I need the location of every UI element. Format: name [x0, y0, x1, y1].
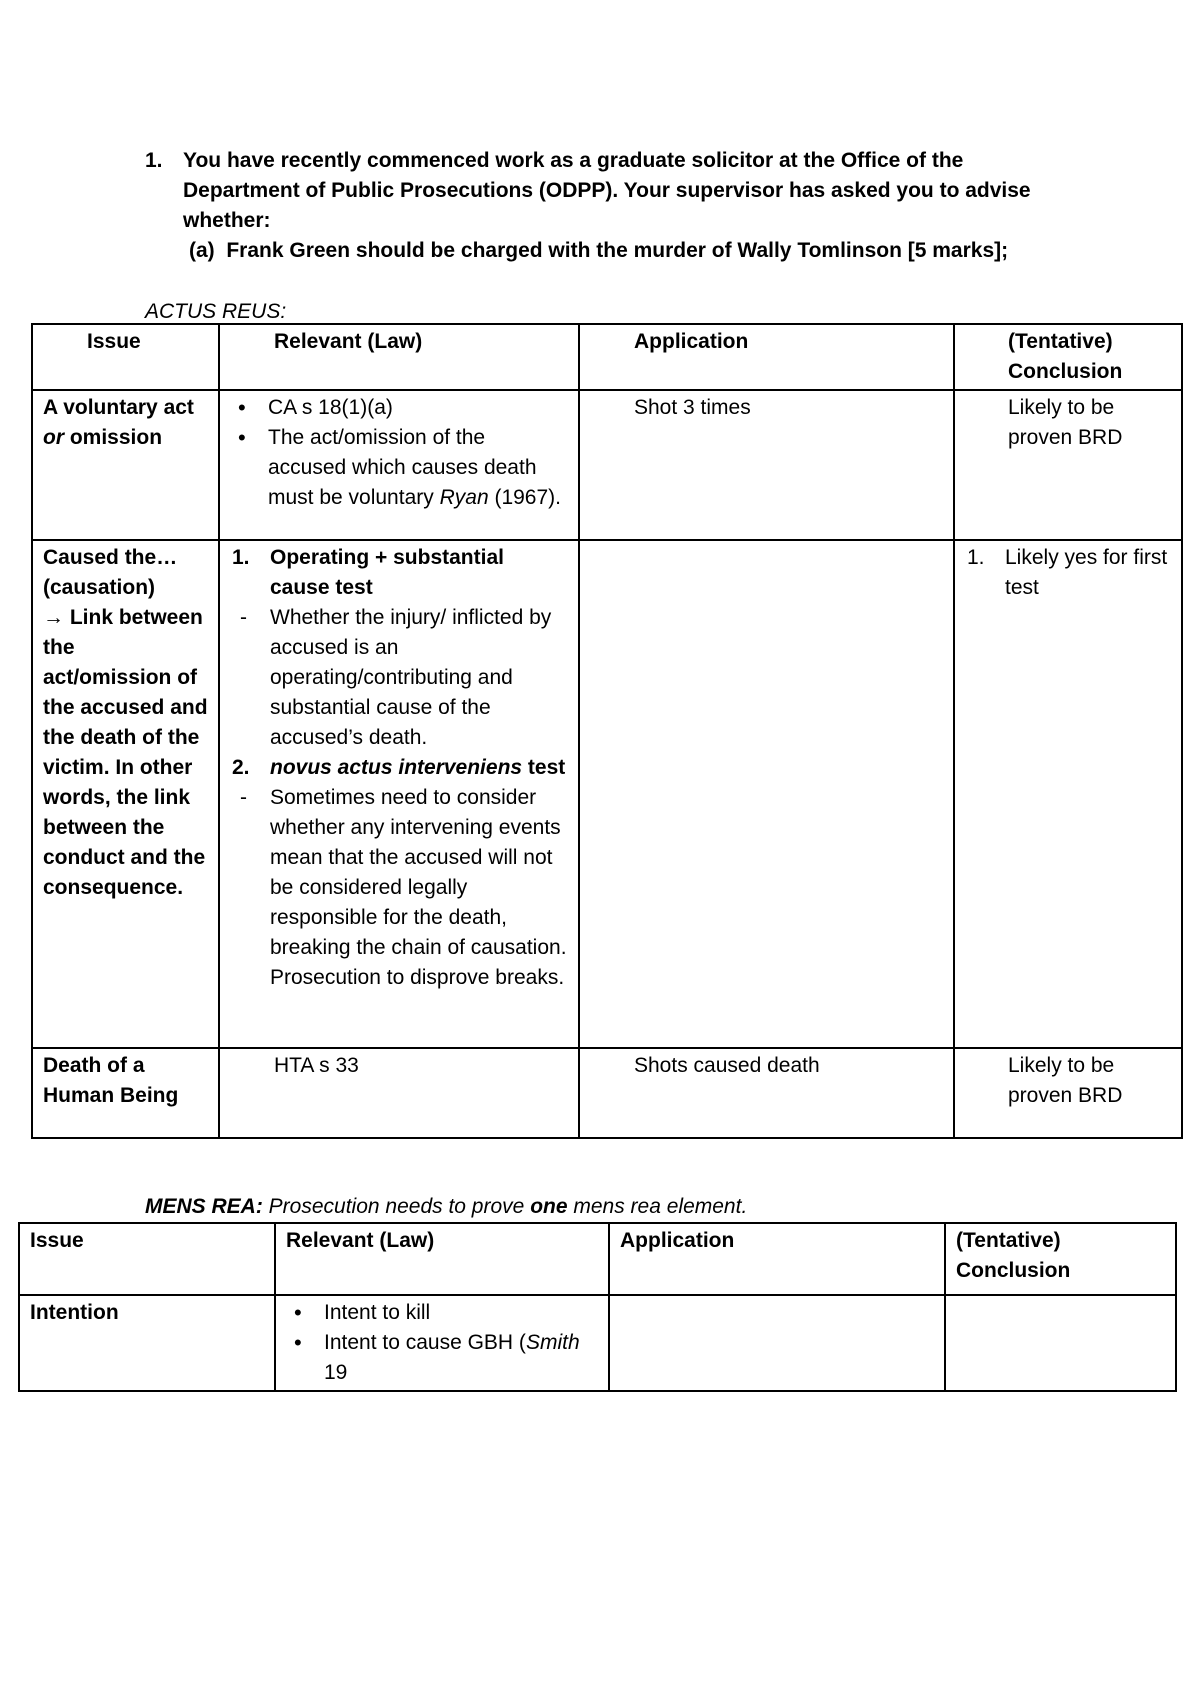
arrow-right-icon: →	[43, 606, 64, 629]
row-law-causation	[219, 540, 579, 1048]
list-item: 2. novus actus interveniens test	[232, 756, 566, 779]
header-application: Application	[579, 324, 954, 390]
list-item: - Whether the injury/ inflicted by accused is an operating/contributing and substantial cause of the accused’s death.	[240, 606, 552, 749]
list-item: 1. Likely yes for first test	[967, 546, 1168, 599]
table-row	[19, 1295, 1176, 1391]
list-item: • CA s 18(1)(a)	[230, 393, 568, 423]
row-application-intention	[609, 1295, 945, 1391]
table-header-row	[19, 1223, 1176, 1295]
row-conclusion-death: Likely to be proven BRD	[954, 1048, 1182, 1138]
table-row	[32, 1048, 1182, 1138]
header-conclusion: (Tentative) Conclusion	[954, 324, 1182, 390]
actus-reus-table	[31, 323, 1183, 1139]
header-conclusion: (Tentative) Conclusion	[945, 1223, 1176, 1295]
actus-reus-label: ACTUS REUS:	[145, 300, 287, 323]
list-item: • Intent to cause GBH (Smith 19	[286, 1328, 598, 1388]
list-item: - Sometimes need to consider whether any intervening events mean that the accused will not be considered legally responsible for the death, breaking the chain of causation. Prosecution to disprove breaks.	[240, 786, 567, 989]
table-header-row	[32, 324, 1182, 390]
row-issue-death: Death of a Human Being	[32, 1048, 219, 1138]
row-application-voluntary-act: Shot 3 times	[579, 390, 954, 540]
row-application-causation	[579, 540, 954, 1048]
list-item: 1. Operating + substantial cause test	[232, 546, 504, 599]
question-block	[145, 146, 1045, 266]
table-row	[32, 540, 1182, 1048]
question-sub-label: (a)	[189, 239, 215, 262]
question-sub-text: Frank Green should be charged with the murder of Wally Tomlinson [5 marks];	[226, 239, 1009, 262]
list-item: • The act/omission of the accused which causes death must be voluntary Ryan (1967).	[230, 423, 568, 513]
row-conclusion-causation	[954, 540, 1182, 1048]
list-item: • Intent to kill	[286, 1298, 598, 1328]
mens-rea-table	[18, 1222, 1177, 1392]
row-conclusion-voluntary-act: Likely to be proven BRD	[954, 390, 1182, 540]
header-issue: Issue	[19, 1223, 275, 1295]
header-application: Application	[609, 1223, 945, 1295]
header-law: Relevant (Law)	[275, 1223, 609, 1295]
row-issue-intention: Intention	[19, 1295, 275, 1391]
row-law-death: HTA s 33	[219, 1048, 579, 1138]
header-law: Relevant (Law)	[219, 324, 579, 390]
question-text: You have recently commenced work as a graduate solicitor at the Office of the Department of Public Prosecutions (ODPP). Your supervisor has asked you to advise whether:	[183, 149, 1031, 232]
mens-rea-label: MENS REA: Prosecution needs to prove one mens rea element.	[145, 1195, 748, 1218]
row-application-death: Shots caused death	[579, 1048, 954, 1138]
row-law-intention	[275, 1295, 609, 1391]
header-issue: Issue	[32, 324, 219, 390]
row-conclusion-intention	[945, 1295, 1176, 1391]
row-issue-causation: Caused the… (causation) → Link between the act/omission of the accused and the death of the victim. In other words, the link between the conduct and the consequence.	[32, 540, 219, 1048]
table-row	[32, 390, 1182, 540]
question-sub-item	[189, 236, 1045, 266]
question-number: 1.	[145, 149, 163, 172]
row-law-voluntary-act	[219, 390, 579, 540]
row-issue-voluntary-act: A voluntary act or omission	[32, 390, 219, 540]
